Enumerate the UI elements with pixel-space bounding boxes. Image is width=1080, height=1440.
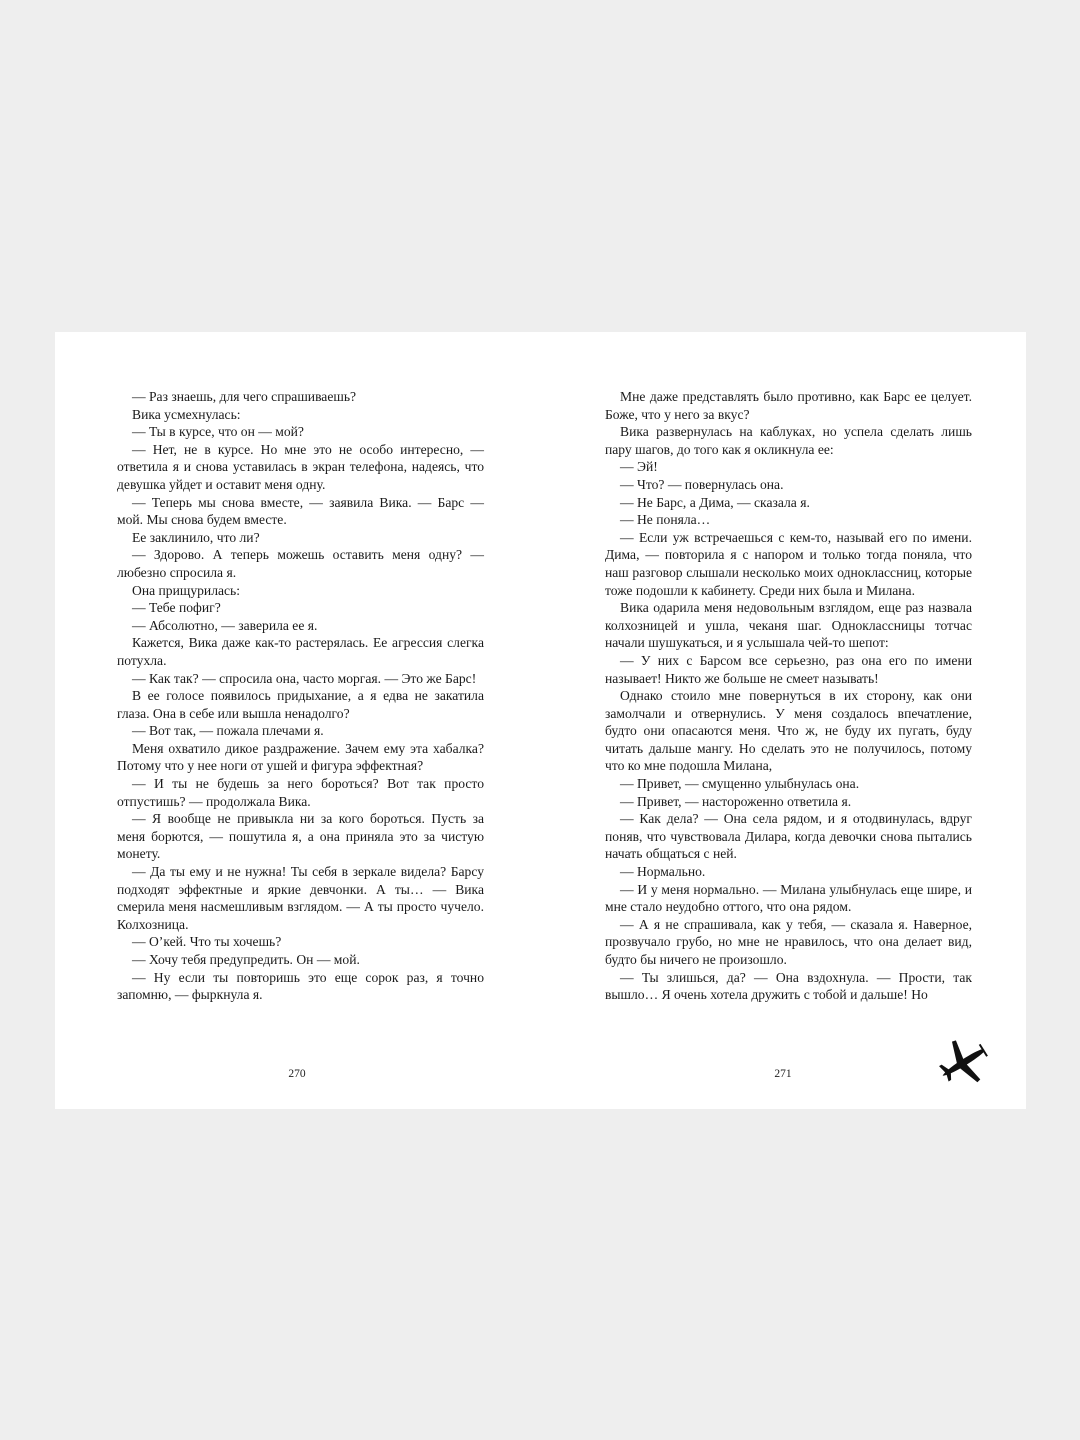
- left-page-paragraph: — Хочу тебя предупредить. Он — мой.: [132, 952, 360, 967]
- page-number-right: 271: [774, 1068, 792, 1080]
- left-page-paragraph: — Абсолютно, — заверила ее я.: [132, 617, 318, 633]
- right-page-paragraph: — Привет, — смущенно улыбнулась она.: [620, 776, 860, 792]
- right-page-paragraph: — Если уж встречаешься с кем-то, называй его по имени. Дима, — повторила я с напором и только тогда поняла, что наш разговор слышали несколько моих одноклассниц, которые тоже подошли к кабинету. Среди них была и Милана.: [605, 529, 972, 598]
- right-page-paragraph: Вика одарила меня недовольным взглядом, еще раз назвала колхозницей и ушла, чеканя шаг. Одноклассницы тотчас начали шушукаться, и я услышала чей-то шепот:: [605, 600, 972, 651]
- left-page-paragraph: — Здорово. А теперь можешь оставить меня одну? — любезно спросила я.: [117, 547, 484, 580]
- page-number-left: 270: [288, 1068, 306, 1080]
- left-page-paragraph: Кажется, Вика даже как-то растерялась. Ее агрессия слегка потухла.: [117, 635, 484, 668]
- right-page-paragraph: — Не поняла…: [620, 512, 711, 528]
- right-page-paragraph: — Эй!: [620, 459, 658, 475]
- right-page-paragraph: — Что? — повернулась она.: [620, 476, 784, 492]
- right-page-paragraph: Однако стоило мне повернуться в их сторону, как они замолчали и отвернулись. У меня создалось впечатление, будто они опасаются меня. Что ж, не буду их пугать, буду читать дальше мангу. Но сделать это не получилось, потому что ко мне подошла Милана,: [605, 688, 972, 774]
- right-page-paragraph: — Как дела? — Она села рядом, и я отодвинулась, вдруг поняв, что чувствовала Дилара, когда девочки снова пытались начать общаться с ней.: [605, 811, 972, 862]
- left-page-paragraph: — Вот так, — пожала плечами я.: [132, 723, 324, 739]
- left-page-paragraph: — Как так? — спросила она, часто моргая. — Это же Барс!: [132, 670, 477, 686]
- left-page-paragraph: — Ну если ты повторишь это еще сорок раз, я точно запомню, — фыркнула я.: [117, 969, 484, 1003]
- right-page-paragraph: — Не Барс, а Дима, — сказала я.: [620, 494, 810, 510]
- left-page-paragraph: Она прищурилась:: [132, 582, 241, 598]
- right-page-paragraph: — Нормально.: [620, 864, 706, 880]
- left-page-paragraph: — Нет, не в курсе. Но мне это не особо интересно, — ответила я и снова уставилась в экран телефона, надеясь, что девушка уйдет и оставит меня одну.: [117, 441, 484, 492]
- left-page-paragraph: — Тебе пофиг?: [132, 600, 221, 616]
- right-page-paragraph: — Ты злишься, да? — Она вздохнула. — Прости, так вышло… Я очень хотела дружить с тобой и дальше! Но: [605, 969, 972, 1003]
- right-page-paragraph: — И у меня нормально. — Милана улыбнулась еще шире, и мне стало неудобно оттого, что она рядом.: [605, 881, 972, 915]
- right-page-paragraph: — Привет, — настороженно ответила я.: [620, 793, 852, 809]
- left-page-paragraph: В ее голосе появилось придыхание, а я едва не закатила глаза. Она в себе или вышла ненадолго?: [117, 688, 484, 721]
- left-page-paragraph: Вика усмехнулась:: [132, 406, 241, 422]
- left-page-paragraph: — Теперь мы снова вместе, — заявила Вика. — Барс — мой. Мы снова будем вместе.: [117, 494, 484, 528]
- left-page-paragraph: — Да ты ему и не нужна! Ты себя в зеркале видела? Барсу подходят эффектные и яркие девчонки. А ты… — Вика смерила меня насмешливым взглядом. — А ты просто чучело. Колхозница.: [117, 864, 484, 932]
- right-page-paragraph: — У них с Барсом все серьезно, раз она его по имени называет! Никто же больше не смеет называть!: [605, 652, 972, 686]
- right-page-paragraph: Вика развернулась на каблуках, но успела сделать лишь пару шагов, до того как я окликнула ее:: [605, 424, 972, 457]
- book-spread: [55, 332, 1026, 1109]
- left-page-paragraph: — Я вообще не привыкла ни за кого бороться. Пусть за меня борются, — пошутила я, а она приняла это за чистую монету.: [117, 811, 484, 862]
- left-page-paragraph: — Ты в курсе, что он — мой?: [132, 424, 304, 440]
- right-page-paragraph: Мне даже представлять было противно, как Барс ее целует. Боже, что у него за вкус?: [605, 389, 972, 422]
- right-page: [605, 388, 972, 1004]
- left-page-paragraph: Меня охватило дикое раздражение. Зачем ему эта хабалка? Потому что у нее ноги от ушей и фигура эффектная?: [117, 740, 484, 774]
- left-page-paragraph: — О’кей. Что ты хочешь?: [132, 934, 282, 950]
- left-page-paragraph: — Раз знаешь, для чего спрашиваешь?: [132, 389, 357, 404]
- left-page: [117, 388, 484, 1004]
- left-page-paragraph: — И ты не будешь за него бороться? Вот так просто отпустишь? — продолжала Вика.: [117, 776, 484, 809]
- airplane-icon: [935, 1035, 991, 1091]
- left-page-paragraph: Ее заклинило, что ли?: [132, 529, 260, 545]
- right-page-paragraph: — А я не спрашивала, как у тебя, — сказала я. Наверное, прозвучало грубо, но мне не нравилось, что она делает вид, будто бы ничего не произошло.: [605, 916, 972, 967]
